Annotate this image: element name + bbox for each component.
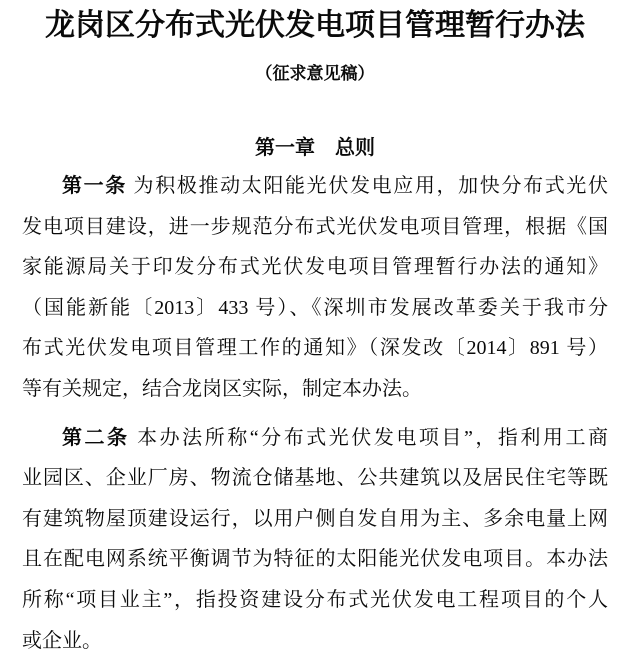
body-line: 家能源局关于印发分布式光伏发电项目管理暂行办法的通知》 [22,256,608,279]
body-line: 等有关规定，结合龙岗区实际，制定本办法。 [22,377,422,400]
body-line: 且在配电网系统平衡调节为特征的太阳能光伏发电项目。本办法 [22,548,608,571]
document-body [22,166,608,655]
paragraph [22,166,608,410]
body-line: 发电项目建设，进一步规范分布式光伏发电项目管理，根据《国 [22,215,608,238]
article-number: 第一条 [62,175,127,197]
body-line: 业园区、企业厂房、物流仓储基地、公共建筑以及居民住宅等既 [22,467,608,490]
chapter-heading: 第一章 总则 [255,137,375,159]
body-line: 所称“项目业主”，指投资建设分布式光伏发电工程项目的个人 [22,588,608,611]
body-line: 第一条 为积极推动太阳能光伏发电应用，加快分布式光伏 [62,175,609,197]
document-title: 龙岗区分布式光伏发电项目管理暂行办法 [45,9,585,42]
article-number: 第二条 [62,426,130,449]
body-line: 布式光伏发电项目管理工作的通知》（深发改〔2014〕891 号） [22,337,608,360]
body-line: （国能新能〔2013〕433 号）、《深圳市发展改革委关于我市分 [22,296,608,319]
body-line: 第二条 本办法所称“分布式光伏发电项目”，指利用工商 [62,426,608,449]
document-subtitle: （征求意见稿） [255,64,375,83]
body-line: 有建筑物屋顶建设运行，以用户侧自发自用为主、多余电量上网 [22,507,608,530]
body-line: 或企业。 [22,629,102,652]
paragraph [22,418,608,655]
